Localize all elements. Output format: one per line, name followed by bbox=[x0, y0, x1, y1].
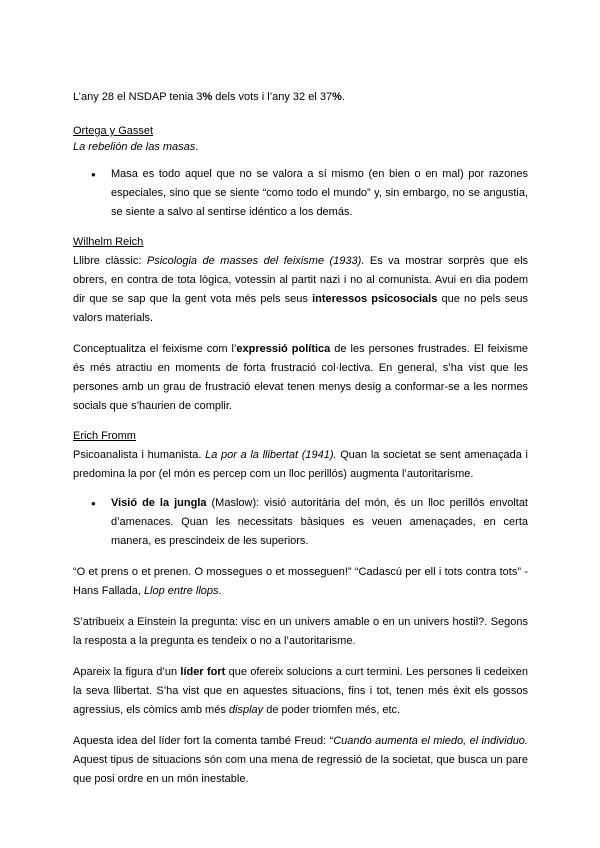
bold-text: % bbox=[202, 91, 213, 103]
fromm-paragraph-1 bbox=[73, 446, 528, 484]
nsdap-votes-paragraph bbox=[73, 88, 528, 107]
text-run: (Maslow): visió autoritària del món, és un lloc perillós envoltat d’amenaces. Quan les necessitats bàsiques es veuen amenaçades, en certa manera, es prescindeix de les superiors. bbox=[111, 497, 528, 547]
reich-section bbox=[73, 234, 528, 416]
italic-text: Cuando aumenta el miedo, el individuo. bbox=[333, 735, 528, 747]
reich-paragraph-2 bbox=[73, 340, 528, 416]
text-run: Apareix la figura d’un bbox=[73, 666, 181, 678]
section-heading-reich: Wilhelm Reich bbox=[73, 236, 144, 248]
text-run: Psicoanalista i humanista. bbox=[73, 449, 206, 461]
text-run: Quan la societat se sent amenaçada i predomina la por (el món es percep com un lloc perillós) augmenta l’autoritarisme. bbox=[73, 449, 528, 480]
italic-text: Psicologia de masses del feixisme (1933). bbox=[146, 255, 365, 267]
italic-text: La por a la llibertat (1941). bbox=[205, 449, 337, 461]
text-run: Es va mostrar sorprès que els obrers, en contra de tota lògica, votessin al partit nazi i no al comunista. Avui en dia podem dir que se sap que la gent vota més pels seus bbox=[73, 255, 529, 305]
text-run: . bbox=[195, 141, 199, 153]
list-item: ● Masa es todo aquel que no se valora a sí mismo (en bien o en mal) por razones especiales, sino que se siente “como todo el mundo” y, sin embargo, no se angustia, se siente a salvo al sentirse idéntico a los demás. bbox=[111, 165, 528, 222]
bold-text: Visió de la jungla bbox=[111, 497, 207, 509]
text-run: “O et prens o et prenen. O mossegues o et mosseguen!” “Cadascú per ell i tots contra tots” - Hans Fallada, bbox=[73, 566, 528, 597]
bold-text: expressió política bbox=[236, 343, 331, 355]
strong-leader-paragraph bbox=[73, 663, 528, 720]
italic-text: display bbox=[228, 704, 264, 716]
text-run: . bbox=[341, 91, 345, 103]
work-title: La rebelión de las masas bbox=[73, 141, 196, 153]
einstein-paragraph: S’atribueix a Einstein la pregunta: visc en un univers amable o en un univers hostil?. Segons la resposta a la pregunta es tendeix o no a l’autoritarisme. bbox=[73, 616, 528, 647]
bold-text: % bbox=[332, 91, 342, 103]
text-run: L’any 28 el NSDAP tenia 3 bbox=[73, 91, 203, 103]
reich-paragraph-1 bbox=[73, 252, 528, 328]
text-run: dels vots i l’any 32 el 37 bbox=[212, 91, 333, 103]
italic-text: Llop entre llops bbox=[143, 585, 219, 597]
section-heading-ortega: Ortega y Gasset bbox=[73, 125, 154, 137]
fallada-quote bbox=[73, 563, 528, 601]
ortega-section bbox=[73, 123, 528, 222]
text-run: que ofereix solucions a curt termini. Les persones li cedeixen la seva llibertat. S’ha vist que en aquestes situacions, fins i tot, tenen més èxit els gossos agressius, els còmics amb més bbox=[73, 666, 528, 716]
text-run: . bbox=[218, 585, 222, 597]
text-run: Conceptualitza el feixisme com l’ bbox=[73, 343, 237, 355]
fromm-bullet-list bbox=[73, 494, 528, 551]
section-heading-fromm: Erich Fromm bbox=[73, 430, 136, 442]
freud-paragraph bbox=[73, 732, 528, 789]
text-run: que no pels seus valors materials. bbox=[73, 293, 529, 324]
list-item bbox=[111, 494, 528, 551]
bold-text: líder fort bbox=[180, 666, 226, 678]
text-run: Llibre clàssic: bbox=[73, 255, 147, 267]
text-run: de poder triomfen més, etc. bbox=[263, 704, 401, 716]
text-run: Aquesta idea del líder fort la comenta també Freud: “ bbox=[73, 735, 334, 747]
fromm-section bbox=[73, 428, 528, 789]
text-run: de les persones frustrades. El feixisme és més atractiu en moments de forta frustració col·lectiva. En general, s’ha vist que les persones amb un grau de frustració elevat tenen menys desig a conformar-se a les normes socials que s’haurien de complir. bbox=[73, 343, 528, 412]
ortega-bullet-list bbox=[73, 165, 528, 222]
bold-text: interessos psicosocials bbox=[312, 293, 438, 305]
text-run: Aquest tipus de situacions són com una mena de regressió de la societat, que busca un pare que posi ordre en un món inestable. bbox=[73, 754, 528, 785]
ortega-work-title bbox=[73, 139, 528, 155]
